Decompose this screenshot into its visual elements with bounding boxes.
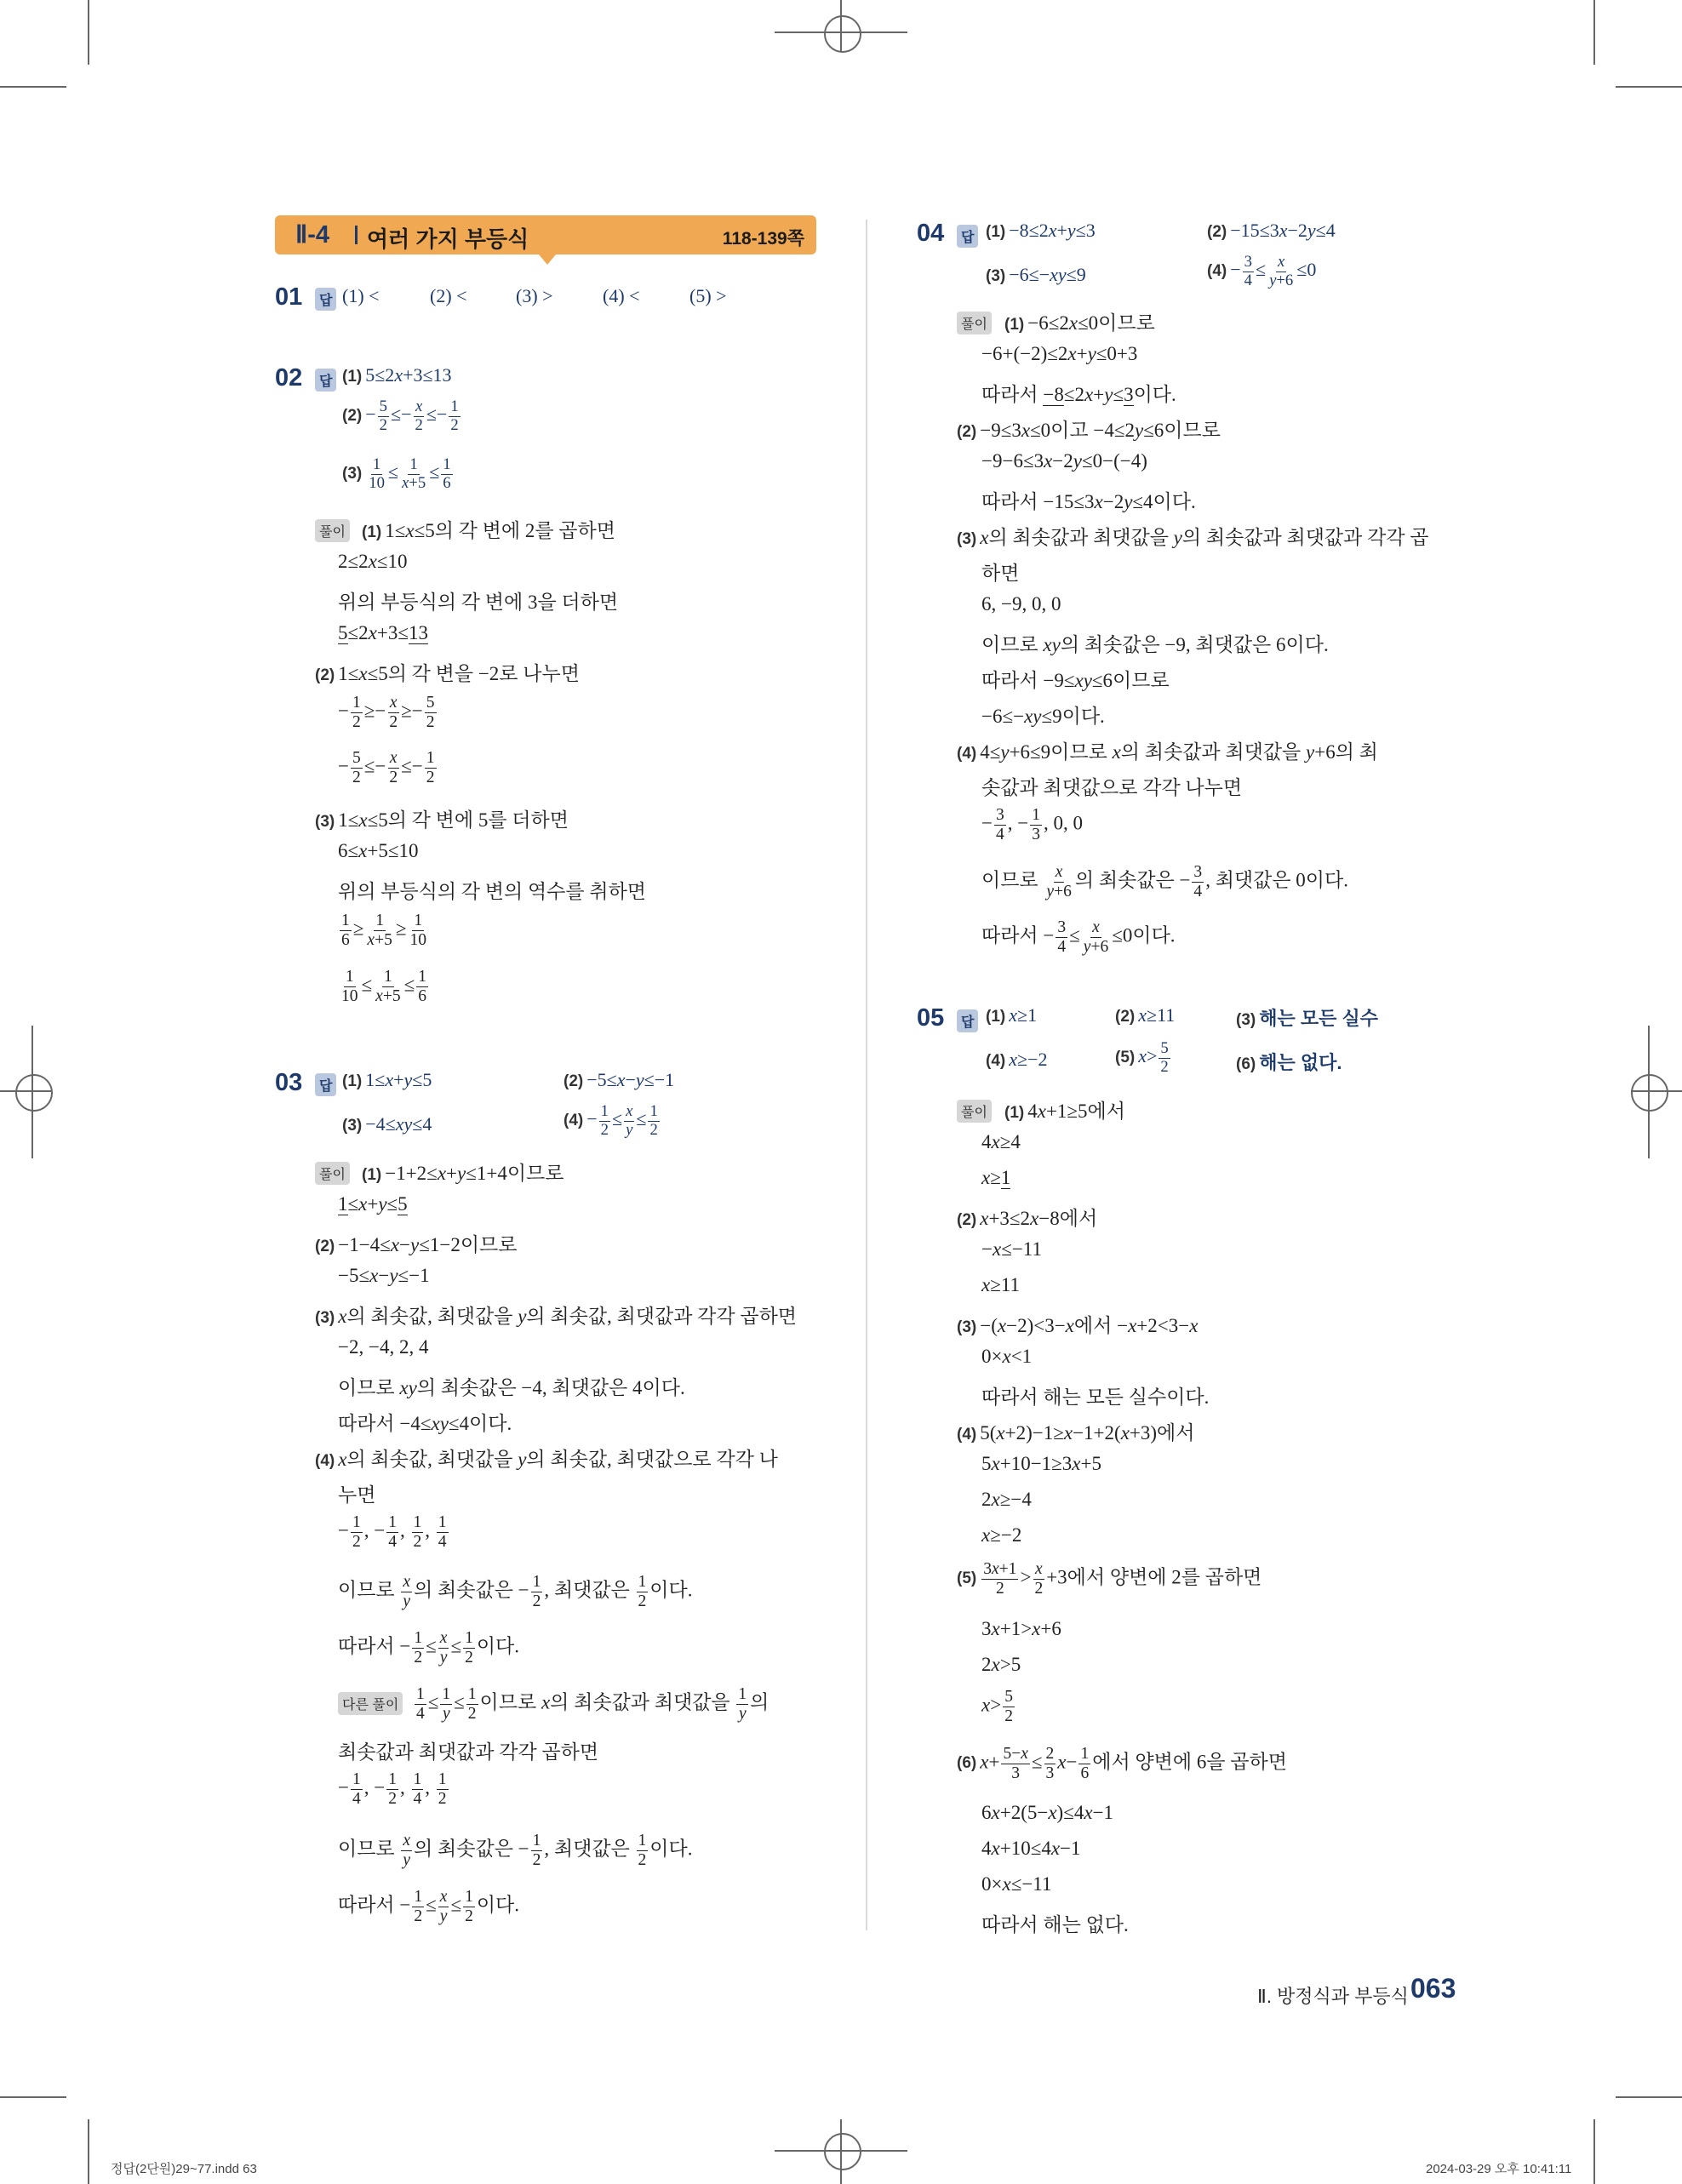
crop-mark — [88, 2119, 89, 2184]
solution-line: −6+(−2)≤2x+y≤0+3 — [981, 343, 1138, 364]
solution-line: 2x≥−4 — [981, 1489, 1032, 1510]
answer-item: (3) −6≤−xy≤9 — [986, 264, 1086, 285]
section-banner — [275, 215, 816, 254]
question-number: 04 — [917, 220, 945, 247]
question-number: 01 — [275, 283, 303, 311]
answer-item: (5) > — [689, 285, 727, 306]
solution-line: (1) −6≤2x≤0이므로 — [1004, 312, 1155, 334]
solution-line: − $\frac{5}{2}$ ≤− $\frac{x}{2}$ ≤− $\frac{1}{2}$ — [338, 749, 435, 786]
answer-tag: 답 — [315, 369, 336, 392]
solution-line: 이므로 $\frac{x}{y}$ 의 최솟값은 − $\frac{1}{2}$ , 최댓값은 $\frac{1}{2}$ 이다. — [338, 1832, 693, 1869]
banner-divider — [355, 226, 358, 244]
crop-mark — [840, 0, 842, 51]
solution-line: (1) 1≤x≤5의 각 변에 2를 곱하면 — [362, 520, 615, 541]
solution-line: 이므로 xy의 최솟값은 −4, 최댓값은 4이다. — [338, 1377, 685, 1398]
solution-line: 4x≥4 — [981, 1131, 1021, 1152]
section-title: 여러 가지 부등식 — [367, 226, 529, 252]
crop-mark — [0, 1090, 51, 1092]
answer-item: (4) − $\frac{1}{2}$ ≤ $\frac{x}{y}$ ≤ $\frac{1}{2}$ — [564, 1102, 658, 1139]
solution-tag: 풀이 — [315, 1162, 350, 1185]
answer-item: (3) $\frac{1}{10}$ ≤ $\frac{1}{x+5}$ ≤ $\frac{1}{6}$ — [342, 455, 451, 492]
print-slug-file: 정답(2단원)29~77.indd 63 — [111, 2162, 257, 2176]
answer-item: (6) 해는 없다. — [1236, 1052, 1342, 1073]
solution-line: 이므로 $\frac{x}{y+6}$ 의 최솟값은 − $\frac{3}{4}$ , 최댓값은 0이다. — [981, 863, 1348, 900]
solution-line: 따라서 −8≤2x+y≤3이다. — [981, 384, 1176, 405]
answer-item: (4) x≥−2 — [986, 1049, 1048, 1070]
section-code: Ⅱ-4 — [295, 221, 330, 249]
solution-line: 따라서 −9≤xy≤6이므로 — [981, 670, 1170, 691]
crop-mark — [1593, 0, 1595, 65]
crop-mark — [0, 2096, 66, 2098]
alt-solution-tag: 다른 풀이 — [338, 1692, 403, 1715]
answer-item: (3) −4≤xy≤4 — [342, 1113, 432, 1135]
answer-item: (2) − $\frac{5}{2}$ ≤− $\frac{x}{2}$ ≤− $\frac{1}{2}$ — [342, 397, 459, 434]
solution-line: −2, −4, 2, 4 — [338, 1336, 429, 1358]
solution-line: $\frac{1}{4}$ ≤ $\frac{1}{y}$ ≤ $\frac{1}{2}$ 이므로 x의 최솟값과 최댓값을 $\frac{1}{y}$ 의 — [416, 1685, 769, 1723]
solution-line: (3) x의 최솟값, 최댓값을 y의 최솟값, 최댓값과 각각 곱하면 — [315, 1306, 798, 1327]
solution-line: 따라서 − $\frac{1}{2}$ ≤ $\frac{x}{y}$ ≤ $\frac{1}{2}$ 이다. — [338, 1888, 520, 1925]
solution-line: x> $\frac{5}{2}$ — [981, 1688, 1013, 1725]
crop-mark — [1593, 2119, 1595, 2184]
solution-line: 2x>5 — [981, 1654, 1021, 1675]
answer-item: (1) x≥1 — [986, 1004, 1038, 1026]
solution-line: (3) x의 최솟값과 최댓값을 y의 최솟값과 최댓값과 각각 곱 — [957, 527, 1429, 548]
solution-line: 따라서 −4≤xy≤4이다. — [338, 1413, 512, 1434]
solution-line: 5≤2x+3≤13 — [338, 622, 428, 643]
question-number: 03 — [275, 1069, 303, 1096]
solution-line: 따라서 − $\frac{3}{4}$ ≤ $\frac{x}{y+6}$ ≤0이다. — [981, 918, 1176, 956]
solution-line: − $\frac{1}{2}$ ≥− $\frac{x}{2}$ ≥− $\frac{5}{2}$ — [338, 694, 435, 731]
crop-mark — [1631, 1090, 1682, 1092]
solution-line: −5≤x−y≤−1 — [338, 1265, 430, 1286]
answer-tag: 답 — [957, 225, 978, 248]
crop-mark — [840, 2119, 842, 2184]
answer-tag: 답 — [957, 1009, 978, 1032]
answer-item: (1) −8≤2x+y≤3 — [986, 220, 1096, 241]
solution-line: − $\frac{3}{4}$ , − $\frac{1}{3}$ , 0, 0 — [981, 806, 1083, 843]
solution-line: (2) −1−4≤x−y≤1−2이므로 — [315, 1234, 518, 1255]
solution-line: x≥−2 — [981, 1524, 1022, 1546]
print-slug-timestamp: 2024-03-29 오후 10:41:11 — [1426, 2162, 1572, 2176]
answer-item: (2) −15≤3x−2y≤4 — [1207, 220, 1336, 241]
solution-line: (4) 5(x+2)−1≥x−1+2(x+3)에서 — [957, 1422, 1195, 1444]
solution-tag: 풀이 — [315, 519, 350, 542]
solution-line: 0×x<1 — [981, 1346, 1033, 1367]
crop-mark — [31, 1026, 33, 1158]
solution-line: 6, −9, 0, 0 — [981, 593, 1061, 615]
crop-mark — [88, 0, 89, 65]
answer-item: (2) x≥11 — [1115, 1004, 1176, 1026]
solution-line: (3) −(x−2)<3−x에서 −x+2<3−x — [957, 1315, 1199, 1336]
answer-item: (1) < — [342, 285, 380, 306]
solution-tag: 풀이 — [957, 1100, 992, 1123]
solution-line: (2) x+3≤2x−8에서 — [957, 1208, 1098, 1229]
solution-line: − $\frac{1}{2}$ , − $\frac{1}{4}$ , $\frac{1}{2}$ , $\frac{1}{4}$ — [338, 1513, 447, 1551]
answer-tag: 답 — [315, 1073, 336, 1096]
crop-mark — [1648, 1026, 1650, 1158]
registration-mark — [824, 15, 861, 53]
question-number: 05 — [917, 1004, 945, 1032]
solution-tag: 풀이 — [957, 312, 992, 334]
solution-line: $\frac{1}{6}$ ≥ $\frac{1}{x+5}$ ≥ $\frac{1}{10}$ — [341, 912, 426, 949]
solution-line: 4x+10≤4x−1 — [981, 1838, 1081, 1859]
answer-item: (2) −5≤x−y≤−1 — [564, 1069, 675, 1090]
solution-line: (4) x의 최솟값, 최댓값을 y의 최솟값, 최댓값으로 각각 나 — [315, 1449, 778, 1470]
solution-line: 5x+10−1≥3x+5 — [981, 1453, 1101, 1474]
registration-mark — [15, 1074, 53, 1112]
solution-line: (4) 4≤y+6≤9이므로 x의 최솟값과 최댓값을 y+6의 최 — [957, 741, 1378, 763]
answer-item: (4) < — [603, 285, 640, 306]
solution-line: 최솟값과 최댓값과 각각 곱하면 — [338, 1741, 599, 1763]
solution-line: 이므로 $\frac{x}{y}$ 의 최솟값은 − $\frac{1}{2}$ , 최댓값은 $\frac{1}{2}$ 이다. — [338, 1573, 693, 1610]
solution-line: x≥11 — [981, 1274, 1020, 1295]
chapter-title: Ⅱ. 방정식과 부등식 — [1257, 1986, 1409, 2007]
solution-line: $\frac{1}{10}$ ≤ $\frac{1}{x+5}$ ≤ $\frac{1}{6}$ — [341, 968, 426, 1005]
solution-line: −6≤−xy≤9이다. — [981, 706, 1105, 727]
solution-line: (2) 1≤x≤5의 각 변을 −2로 나누면 — [315, 663, 580, 684]
answer-item: (3) > — [516, 285, 553, 306]
solution-line: 2≤2x≤10 — [338, 551, 408, 572]
solution-line: 6x+2(5−x)≤4x−1 — [981, 1802, 1114, 1823]
solution-line: 위의 부등식의 각 변에 3을 더하면 — [338, 592, 619, 613]
solution-line: 따라서 해는 없다. — [981, 1914, 1129, 1935]
banner-pointer — [539, 254, 556, 265]
solution-line: 6≤x+5≤10 — [338, 840, 419, 861]
solution-line: 1≤x+y≤5 — [338, 1193, 408, 1215]
answer-item: (4) − $\frac{3}{4}$ ≤ $\frac{x}{y+6}$ ≤0 — [1207, 253, 1317, 289]
registration-mark — [1631, 1074, 1668, 1112]
page-range: 118-139쪽 — [722, 229, 804, 249]
crop-mark — [1616, 86, 1682, 88]
solution-line: 이므로 xy의 최솟값은 −9, 최댓값은 6이다. — [981, 634, 1329, 655]
question-number: 02 — [275, 364, 303, 392]
solution-line: (6) x+ $\frac{5-x}{3}$ ≤ $\frac{2}{3}$ x− $\frac{1}{6}$ 에서 양변에 6을 곱하면 — [957, 1745, 1287, 1782]
solution-line: (1) 4x+1≥5에서 — [1004, 1101, 1125, 1122]
solution-line: 솟값과 최댓값으로 각각 나누면 — [981, 777, 1243, 798]
solution-line: (1) −1+2≤x+y≤1+4이므로 — [362, 1163, 564, 1184]
crop-mark — [0, 86, 66, 88]
solution-line: 0×x≤−11 — [981, 1873, 1052, 1895]
answer-item: (5) x> $\frac{5}{2}$ — [1115, 1039, 1169, 1076]
solution-line: −x≤−11 — [981, 1238, 1042, 1260]
registration-mark — [824, 2133, 861, 2170]
solution-line: (2) −9≤3x≤0이고 −4≤2y≤6이므로 — [957, 420, 1221, 441]
solution-line: 따라서 해는 모든 실수이다. — [981, 1386, 1210, 1408]
answer-item: (3) 해는 모든 실수 — [1236, 1008, 1378, 1029]
page-number: 063 — [1410, 1973, 1456, 2004]
solution-line: 따라서 −15≤3x−2y≤4이다. — [981, 491, 1196, 512]
solution-line: 위의 부등식의 각 변의 역수를 취하면 — [338, 881, 647, 902]
answer-item: (1) 5≤2x+3≤13 — [342, 364, 452, 386]
solution-line: 하면 — [981, 563, 1020, 584]
crop-mark — [1616, 2096, 1682, 2098]
solution-line: 누면 — [338, 1484, 376, 1506]
answer-item: (1) 1≤x+y≤5 — [342, 1069, 432, 1090]
solution-line: 3x+1>x+6 — [981, 1618, 1061, 1639]
solution-line: −9−6≤3x−2y≤0−(−4) — [981, 450, 1147, 472]
solution-line: − $\frac{1}{4}$ , − $\frac{1}{2}$ , $\frac{1}{4}$ , $\frac{1}{2}$ — [338, 1770, 447, 1808]
column-divider — [866, 220, 867, 1930]
solution-line: x≥1 — [981, 1167, 1011, 1188]
answer-item: (2) < — [430, 285, 467, 306]
answer-tag: 답 — [315, 288, 336, 311]
solution-line: (3) 1≤x≤5의 각 변에 5를 더하면 — [315, 809, 569, 831]
solution-line: 따라서 − $\frac{1}{2}$ ≤ $\frac{x}{y}$ ≤ $\frac{1}{2}$ 이다. — [338, 1629, 520, 1667]
solution-line: (5) $\frac{3x+1}{2}$ > $\frac{x}{2}$ +3에서 양변에 2를 곱하면 — [957, 1560, 1262, 1598]
